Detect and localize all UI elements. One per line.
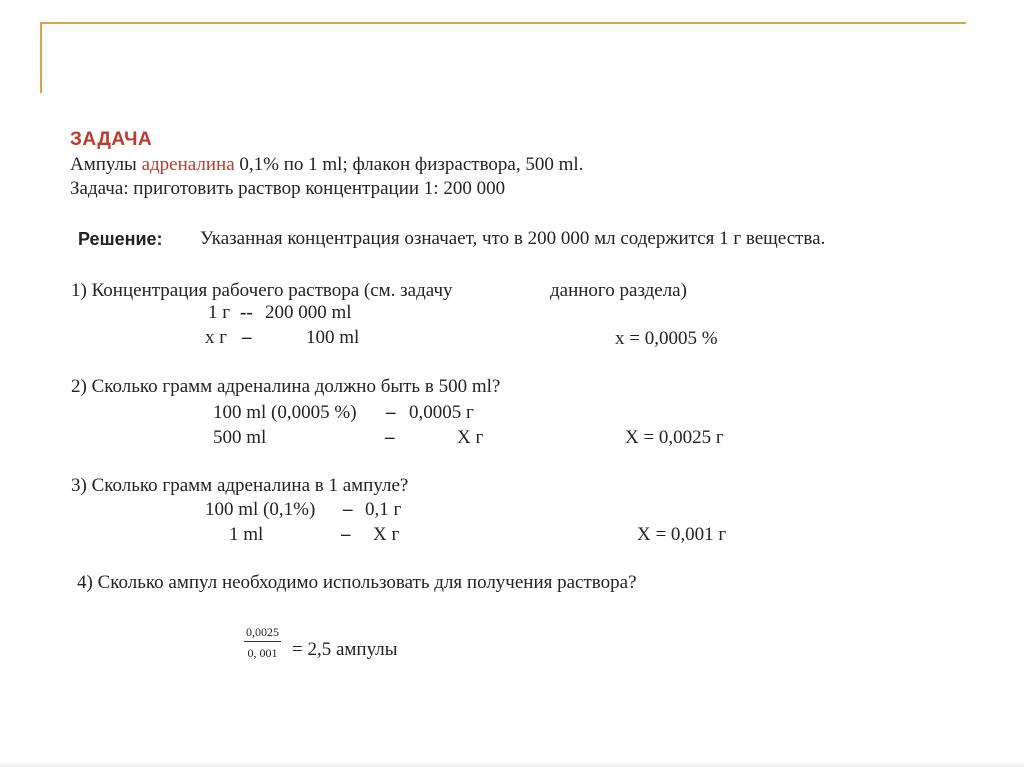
task-title: ЗАДАЧА	[70, 129, 153, 150]
step3-row2-left: 1 ml	[229, 524, 264, 545]
step2-row1-right: 0,0005 г	[409, 402, 474, 423]
step3-result: Х = 0,001 г	[637, 524, 727, 545]
slide-bottom-shadow	[0, 761, 1024, 767]
step1-row2-dash: –	[242, 327, 252, 348]
solution-label: Решение:	[78, 229, 163, 249]
step2-row1-dash: –	[386, 402, 396, 423]
task-statement: Задача: приготовить раствор концентрации 1: 200 000	[70, 178, 506, 199]
solution-text: Указанная концентрация означает, что в 200 000 мл содержится 1 г вещества.	[200, 228, 826, 249]
step3-heading: 3) Сколько грамм адреналина в 1 ампуле?	[71, 475, 409, 496]
step1-row2-left: х г	[205, 327, 228, 348]
step1-heading-b: данного раздела)	[550, 280, 687, 301]
step2-result: Х = 0,0025 г	[625, 427, 724, 448]
step1-row1-left: 1 г	[208, 302, 231, 323]
step3-row1-dash: –	[343, 499, 353, 520]
condition-pre: Ампулы	[70, 154, 142, 175]
step1-row2-right: 100 ml	[306, 327, 360, 348]
step3-row2-dash: –	[341, 524, 351, 545]
condition-post: 0,1% по 1 ml; флакон физраствора, 500 ml.	[234, 154, 584, 175]
step3-row2-right: Х г	[373, 524, 400, 545]
fraction	[244, 625, 281, 661]
step1-row1-right: 200 000 ml	[265, 302, 352, 323]
step4-result: = 2,5 ампулы	[292, 639, 398, 660]
step2-heading: 2) Сколько грамм адреналина должно быть в 500 ml?	[71, 376, 501, 397]
condition-drug: адреналина	[141, 154, 235, 175]
step1-row1-dash: --	[240, 302, 253, 323]
fraction-denominator: 0, 001	[247, 646, 278, 660]
step2-row2-left: 500 ml	[213, 427, 267, 448]
step4-heading: 4) Сколько ампул необходимо использовать для получения раствора?	[77, 572, 637, 593]
step2-row2-dash: –	[385, 427, 395, 448]
fraction-numerator: 0,0025	[244, 625, 281, 642]
step2-row1-left: 100 ml (0,0005 %)	[213, 402, 357, 423]
condition-line	[70, 155, 583, 174]
step3-row1-right: 0,1 г	[365, 499, 402, 520]
step3-row1-left: 100 ml (0,1%)	[205, 499, 316, 520]
slide-frame-top-line	[40, 22, 966, 24]
step2-row2-right: Х г	[457, 427, 484, 448]
step1-result: х = 0,0005 %	[615, 328, 718, 349]
step1-heading-a: 1) Концентрация рабочего раствора (см. задачу	[71, 280, 453, 301]
slide-frame-left-line	[40, 22, 42, 93]
